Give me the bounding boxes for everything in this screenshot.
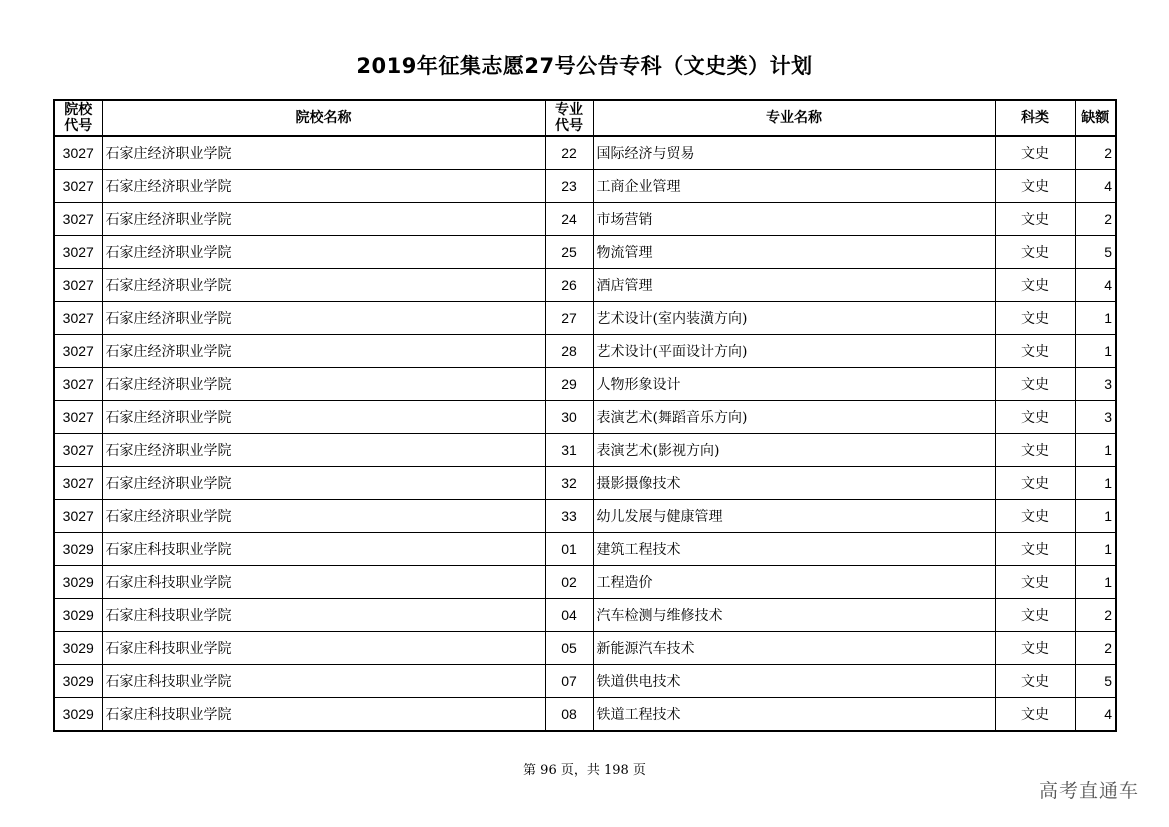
cell-school-code: 3027 xyxy=(54,136,102,170)
table-row xyxy=(54,533,1116,566)
cell-category: 文史 xyxy=(995,500,1075,533)
cell-quota: 4 xyxy=(1075,269,1116,302)
cell-major-code: 23 xyxy=(545,170,593,203)
cell-major-code: 02 xyxy=(545,566,593,599)
cell-major-code: 33 xyxy=(545,500,593,533)
table-body xyxy=(54,136,1116,731)
header-school-name: 院校名称 xyxy=(102,100,545,136)
cell-major-name: 汽车检测与维修技术 xyxy=(593,599,995,632)
cell-school-name: 石家庄经济职业学院 xyxy=(102,269,545,302)
cell-school-code: 3027 xyxy=(54,302,102,335)
cell-quota: 3 xyxy=(1075,368,1116,401)
table-row xyxy=(54,236,1116,269)
cell-category: 文史 xyxy=(995,401,1075,434)
table-row xyxy=(54,136,1116,170)
cell-major-name: 工程造价 xyxy=(593,566,995,599)
cell-major-code: 04 xyxy=(545,599,593,632)
header-category: 科类 xyxy=(995,100,1075,136)
cell-major-name: 铁道工程技术 xyxy=(593,698,995,732)
cell-major-name: 人物形象设计 xyxy=(593,368,995,401)
header-row xyxy=(54,100,1116,136)
cell-category: 文史 xyxy=(995,599,1075,632)
cell-major-name: 国际经济与贸易 xyxy=(593,136,995,170)
cell-category: 文史 xyxy=(995,665,1075,698)
cell-major-code: 27 xyxy=(545,302,593,335)
cell-school-code: 3027 xyxy=(54,203,102,236)
cell-school-code: 3027 xyxy=(54,368,102,401)
cell-quota: 2 xyxy=(1075,599,1116,632)
cell-school-code: 3029 xyxy=(54,632,102,665)
cell-major-code: 30 xyxy=(545,401,593,434)
cell-major-name: 新能源汽车技术 xyxy=(593,632,995,665)
cell-school-code: 3027 xyxy=(54,170,102,203)
header-quota: 缺额 xyxy=(1075,100,1116,136)
header-major-code: 专业代号 xyxy=(545,100,593,136)
cell-school-code: 3027 xyxy=(54,434,102,467)
cell-major-name: 表演艺术(影视方向) xyxy=(593,434,995,467)
cell-school-name: 石家庄经济职业学院 xyxy=(102,335,545,368)
cell-major-code: 08 xyxy=(545,698,593,732)
cell-school-name: 石家庄经济职业学院 xyxy=(102,203,545,236)
table-row xyxy=(54,302,1116,335)
table-row xyxy=(54,203,1116,236)
cell-school-name: 石家庄科技职业学院 xyxy=(102,533,545,566)
page-title: 2019年征集志愿27号公告专科（文史类）计划 xyxy=(356,54,813,78)
cell-major-name: 铁道供电技术 xyxy=(593,665,995,698)
cell-school-name: 石家庄经济职业学院 xyxy=(102,136,545,170)
enrollment-plan-table xyxy=(53,99,1117,732)
cell-major-code: 28 xyxy=(545,335,593,368)
table-row xyxy=(54,434,1116,467)
table-row xyxy=(54,599,1116,632)
header-school-code: 院校代号 xyxy=(54,100,102,136)
table-row xyxy=(54,401,1116,434)
cell-major-code: 29 xyxy=(545,368,593,401)
cell-school-name: 石家庄经济职业学院 xyxy=(102,170,545,203)
cell-school-code: 3027 xyxy=(54,269,102,302)
cell-school-name: 石家庄经济职业学院 xyxy=(102,236,545,269)
cell-quota: 1 xyxy=(1075,533,1116,566)
table-row xyxy=(54,335,1116,368)
cell-category: 文史 xyxy=(995,236,1075,269)
cell-school-code: 3029 xyxy=(54,665,102,698)
cell-category: 文史 xyxy=(995,170,1075,203)
cell-category: 文史 xyxy=(995,136,1075,170)
cell-quota: 2 xyxy=(1075,136,1116,170)
table-row xyxy=(54,467,1116,500)
cell-category: 文史 xyxy=(995,335,1075,368)
table-row xyxy=(54,566,1116,599)
table-row xyxy=(54,632,1116,665)
cell-major-code: 22 xyxy=(545,136,593,170)
cell-quota: 1 xyxy=(1075,302,1116,335)
table-header xyxy=(54,100,1116,136)
cell-school-name: 石家庄经济职业学院 xyxy=(102,434,545,467)
table-row xyxy=(54,269,1116,302)
cell-category: 文史 xyxy=(995,632,1075,665)
cell-category: 文史 xyxy=(995,302,1075,335)
cell-school-name: 石家庄经济职业学院 xyxy=(102,302,545,335)
cell-quota: 5 xyxy=(1075,236,1116,269)
cell-major-code: 25 xyxy=(545,236,593,269)
watermark-logo: 高考直通车 xyxy=(1038,780,1139,802)
cell-school-code: 3029 xyxy=(54,566,102,599)
page-footer: 第 96 页，共 198 页 xyxy=(523,763,646,778)
cell-school-code: 3029 xyxy=(54,698,102,732)
cell-major-name: 摄影摄像技术 xyxy=(593,467,995,500)
cell-major-name: 艺术设计(平面设计方向) xyxy=(593,335,995,368)
cell-category: 文史 xyxy=(995,434,1075,467)
cell-major-name: 酒店管理 xyxy=(593,269,995,302)
cell-school-name: 石家庄科技职业学院 xyxy=(102,566,545,599)
cell-quota: 1 xyxy=(1075,434,1116,467)
cell-quota: 4 xyxy=(1075,698,1116,732)
cell-quota: 3 xyxy=(1075,401,1116,434)
header-major-name: 专业名称 xyxy=(593,100,995,136)
table-row xyxy=(54,698,1116,732)
cell-major-name: 表演艺术(舞蹈音乐方向) xyxy=(593,401,995,434)
cell-major-code: 07 xyxy=(545,665,593,698)
cell-school-name: 石家庄科技职业学院 xyxy=(102,698,545,732)
cell-school-code: 3029 xyxy=(54,599,102,632)
table-row xyxy=(54,665,1116,698)
cell-major-code: 32 xyxy=(545,467,593,500)
cell-category: 文史 xyxy=(995,368,1075,401)
cell-quota: 1 xyxy=(1075,566,1116,599)
cell-major-name: 艺术设计(室内装潢方向) xyxy=(593,302,995,335)
cell-school-code: 3027 xyxy=(54,401,102,434)
cell-category: 文史 xyxy=(995,698,1075,732)
cell-major-code: 24 xyxy=(545,203,593,236)
cell-school-name: 石家庄科技职业学院 xyxy=(102,665,545,698)
cell-school-name: 石家庄经济职业学院 xyxy=(102,467,545,500)
cell-category: 文史 xyxy=(995,269,1075,302)
cell-major-code: 01 xyxy=(545,533,593,566)
cell-quota: 1 xyxy=(1075,467,1116,500)
cell-major-code: 05 xyxy=(545,632,593,665)
cell-school-name: 石家庄经济职业学院 xyxy=(102,368,545,401)
cell-quota: 4 xyxy=(1075,170,1116,203)
table-row xyxy=(54,170,1116,203)
cell-school-code: 3027 xyxy=(54,500,102,533)
cell-school-code: 3027 xyxy=(54,467,102,500)
cell-category: 文史 xyxy=(995,566,1075,599)
cell-school-name: 石家庄经济职业学院 xyxy=(102,401,545,434)
cell-quota: 2 xyxy=(1075,203,1116,236)
cell-quota: 1 xyxy=(1075,335,1116,368)
cell-school-code: 3027 xyxy=(54,236,102,269)
cell-school-name: 石家庄经济职业学院 xyxy=(102,500,545,533)
cell-major-name: 幼儿发展与健康管理 xyxy=(593,500,995,533)
cell-major-code: 31 xyxy=(545,434,593,467)
table-row xyxy=(54,500,1116,533)
cell-quota: 1 xyxy=(1075,500,1116,533)
cell-school-code: 3029 xyxy=(54,533,102,566)
cell-school-code: 3027 xyxy=(54,335,102,368)
cell-school-name: 石家庄科技职业学院 xyxy=(102,599,545,632)
cell-major-name: 建筑工程技术 xyxy=(593,533,995,566)
cell-major-code: 26 xyxy=(545,269,593,302)
cell-major-name: 工商企业管理 xyxy=(593,170,995,203)
cell-major-name: 物流管理 xyxy=(593,236,995,269)
cell-category: 文史 xyxy=(995,467,1075,500)
cell-school-name: 石家庄科技职业学院 xyxy=(102,632,545,665)
cell-major-name: 市场营销 xyxy=(593,203,995,236)
cell-quota: 5 xyxy=(1075,665,1116,698)
cell-quota: 2 xyxy=(1075,632,1116,665)
cell-category: 文史 xyxy=(995,533,1075,566)
cell-category: 文史 xyxy=(995,203,1075,236)
table-row xyxy=(54,368,1116,401)
